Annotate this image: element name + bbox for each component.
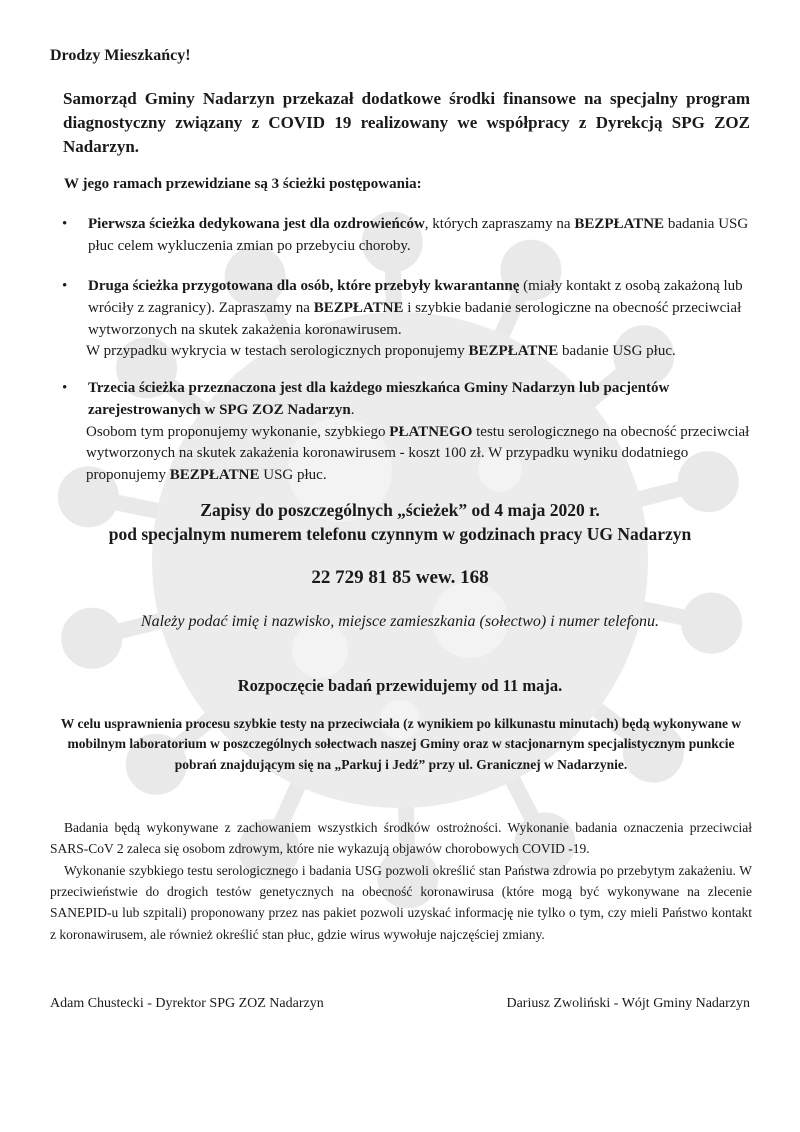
- signup-subheading: pod specjalnym numerem telefonu czynnym w godzinach pracy UG Nadarzyn: [108, 524, 692, 544]
- bullet-icon: •: [62, 216, 68, 232]
- path-1-title: Pierwsza ścieżka dedykowana jest dla ozdrowieńców: [88, 216, 425, 232]
- path-3-text-mid: testu serologicznego na obecność przeciwciał wytworzonych na skutek zakażenia koronawirusem - koszt 100 zł. W przypadku wyniku dodatniego proponujemy: [86, 423, 750, 483]
- path-3-text-end: USG płuc.: [259, 467, 327, 483]
- path-3-dot: .: [350, 401, 355, 418]
- start-date: Rozpoczęcie badań przewidujemy od 11 maja.: [237, 676, 563, 695]
- path-3-paid: PŁATNEGO: [389, 423, 473, 440]
- path-3-text: Osobom tym proponujemy wykonanie, szybkiego: [86, 423, 390, 440]
- required-info: Należy podać imię i nazwisko, miejsce zamieszkania (sołectwo) i numer telefonu.: [140, 613, 660, 630]
- path-2-text: (miały kontakt z osobą zakażoną lub wróciły z zagranicy). Zapraszamy na: [88, 278, 743, 316]
- path-2-text-mid: i szybkie badanie serologiczne na obecność przeciwciał wytworzonych na skutek zakażenia koronawirusem.: [88, 299, 742, 338]
- signature-director: Adam Chustecki - Dyrektor SPG ZOZ Nadarzyn: [50, 996, 324, 1011]
- mobile-lab-paragraph: W celu usprawnienia procesu szybkie testy na przeciwciała (z wynikiem po kilkunastu minutach) będą wykonywane w mobilnym laboratorium w poszczególnych sołectwach naszej Gminy oraz w stacjonarnym specjalistycznym punkcie pobrań znajdującym się na „Parkuj i Jedź” przy ul. Granicznej w Nadarzynie.: [60, 716, 742, 772]
- path-2-followup-end: badanie USG płuc.: [558, 343, 676, 360]
- path-1-free: BEZPŁATNE: [574, 216, 665, 232]
- note-1: Badania będą wykonywane z zachowaniem wszystkich środków ostrożności. Wykonanie badania oznaczenia przeciwciał SARS-CoV 2 zaleca się osobom zdrowym, które nie wykazują objawów chorobowych COVID -19.: [50, 820, 752, 857]
- path-1-text-end: badania USG płuc celem wykluczenia zmian po przebyciu choroby.: [88, 216, 749, 254]
- path-2-item: [62, 276, 752, 363]
- signup-heading: Zapisy do poszczególnych „ścieżek” od 4 maja 2020 r.: [200, 500, 600, 520]
- path-3-title: Trzecia ścieżka przeznaczona jest dla każdego mieszkańca Gminy Nadarzyn lub pacjentów zarejestrowanych w SPG ZOZ Nadarzyn: [88, 380, 670, 418]
- path-3-free-usg: BEZPŁATNE: [169, 467, 260, 483]
- phone-number: 22 729 81 85 wew. 168: [311, 567, 489, 588]
- paths-lead: W jego ramach przewidziane są 3 ścieżki postępowania:: [64, 176, 422, 192]
- path-2-free-usg: BEZPŁATNE: [468, 343, 559, 360]
- path-1-item: [62, 214, 752, 258]
- path-1-text: , których zapraszamy na: [424, 216, 575, 232]
- path-2-title: Druga ścieżka przygotowana dla osób, które przebyły kwarantannę: [88, 278, 520, 294]
- path-2-followup-text: W przypadku wykrycia w testach serologicznych proponujemy: [86, 343, 469, 360]
- path-3-item: [62, 378, 752, 487]
- intro-paragraph: Samorząd Gminy Nadarzyn przekazał dodatkowe środki finansowe na specjalny program diagnostyczny związany z COVID 19 realizowany we współpracy z Dyrekcją SPG ZOZ Nadarzyn.: [63, 89, 750, 156]
- note-2: Wykonanie szybkiego testu serologicznego i badania USG pozwoli określić stan Państwa zdrowia po przebytym zakażeniu. W przeciwieństwie do drogich testów genetycznych na obecność koronawirusa (które mogą być wykonywane na zlecenie SANEPID-u lub szpitali) proponowany przez nas pakiet pozwoli uzyskać informację nie tylko o tym, czy mieli Państwo kontakt z koronawirusem, ale również określić stan płuc, gdzie wirus wywołuje najczęściej zmiany.: [50, 862, 752, 942]
- bullet-icon: •: [62, 278, 68, 294]
- path-2-free: BEZPŁATNE: [313, 299, 404, 316]
- greeting: Drodzy Mieszkańcy!: [50, 47, 191, 64]
- path-3-details: [86, 422, 752, 487]
- path-2-followup: [86, 341, 752, 363]
- bullet-icon: •: [62, 380, 68, 396]
- signature-mayor: Dariusz Zwoliński - Wójt Gminy Nadarzyn: [506, 996, 750, 1011]
- notes: [50, 817, 752, 945]
